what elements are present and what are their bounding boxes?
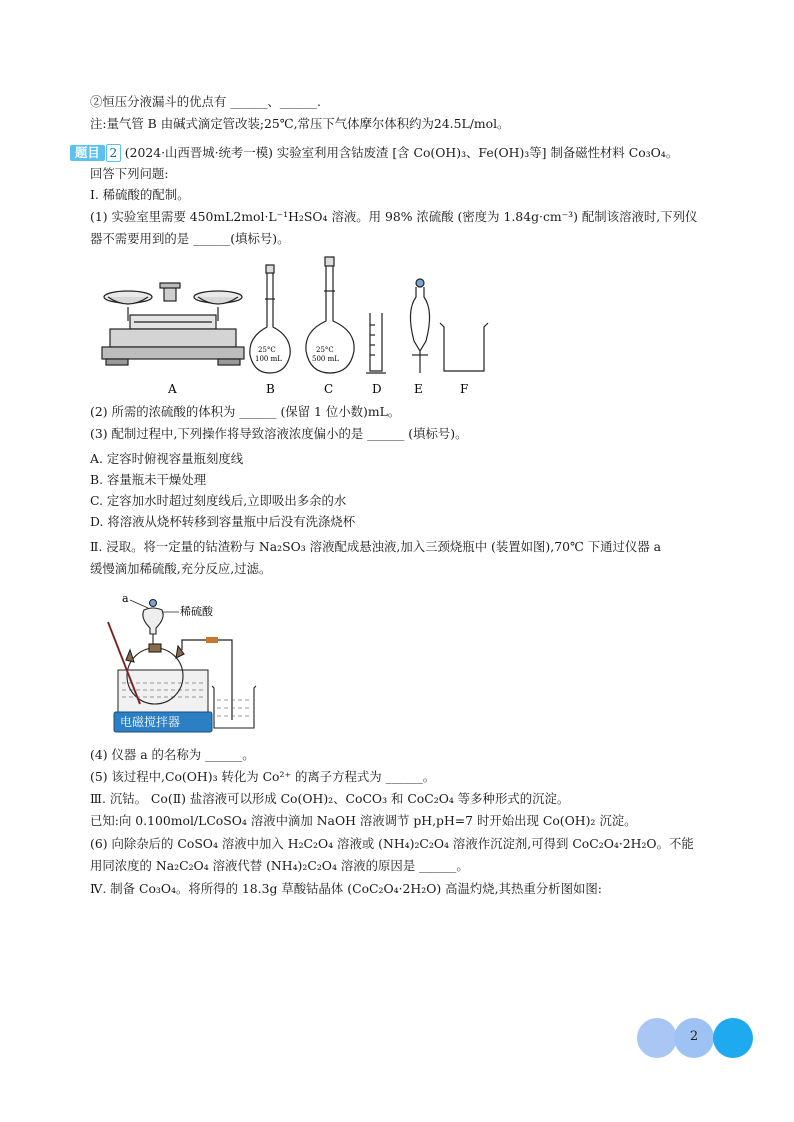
label-instrument-a: a bbox=[122, 592, 129, 605]
graduated-cylinder-icon bbox=[366, 313, 386, 373]
instruments-figure bbox=[100, 255, 500, 400]
flask-b-temp: 25°C bbox=[258, 346, 276, 354]
option-c: C. 定容加水时超过刻度线后,立即吸出多余的水 bbox=[90, 493, 347, 508]
question-header bbox=[70, 144, 678, 162]
q1-text-2: 器不需要用到的是 ______(填标号)。 bbox=[90, 231, 290, 246]
q1-text: (1) 实验室里需要 450mL2mol·L⁻¹H₂SO₄ 溶液。用 98% 浓硫酸 (密度为 1.84g·cm⁻³) 配制该溶液时,下列仪 bbox=[90, 209, 698, 224]
q6-text-2: 用同浓度的 Na₂C₂O₄ 溶液代替 (NH₄)₂C₂O₄ 溶液的原因是 ______。 bbox=[90, 858, 469, 873]
label-a: A bbox=[168, 382, 177, 396]
question-tag: 题目 bbox=[70, 145, 105, 161]
label-b: B bbox=[266, 382, 275, 396]
q6-text: (6) 向除杂后的 CoSO₄ 溶液中加入 H₂C₂O₄ 溶液或 (NH₄)₂C₂O₄ 溶液作沉淀剂,可得到 CoC₂O₄·2H₂O。不能 bbox=[90, 836, 694, 851]
page-circle-right bbox=[713, 1018, 753, 1058]
page-circle-left bbox=[637, 1018, 677, 1058]
label-e: E bbox=[414, 382, 423, 396]
option-b: B. 容量瓶未干燥处理 bbox=[90, 472, 207, 487]
question-intro: (2024·山西晋城·统考一模) 实验室利用含钴废渣 [含 Co(OH)₃、Fe(OH)₃等] 制备磁性材料 Co₃O₄。 bbox=[124, 145, 679, 160]
label-f: F bbox=[460, 382, 469, 396]
q3-text: (3) 配制过程中,下列操作将导致溶液浓度偏小的是 ______ (填标号)。 bbox=[90, 426, 468, 441]
page-indicator bbox=[637, 1018, 753, 1058]
q2-text: (2) 所需的浓硫酸的体积为 ______ (保留 1 位小数)mL。 bbox=[90, 404, 401, 419]
section-1-title: I. 稀硫酸的配制。 bbox=[90, 187, 190, 202]
section-4-text: Ⅳ. 制备 Co₃O₄。将所得的 18.3g 草酸钴晶体 (CoC₂O₄·2H₂O) 高温灼烧,其热重分析图如图: bbox=[90, 881, 602, 896]
flask-b-volume: 100 mL bbox=[255, 355, 282, 363]
page-circle-middle bbox=[674, 1018, 714, 1058]
beaker-icon bbox=[440, 323, 488, 371]
text-line-2: 注:量气管 B 由碱式滴定管改装;25℃,常压下气体摩尔体积约为24.5L/mol。 bbox=[90, 116, 510, 131]
flask-c-temp: 25°C bbox=[316, 346, 334, 354]
label-dilute-acid: 稀硫酸 bbox=[180, 605, 213, 618]
section-2-text: Ⅱ. 浸取。将一定量的钴渣粉与 Na₂SO₃ 溶液配成悬浊液,加入三颈烧瓶中 (装置如图),70℃ 下通过仪器 a bbox=[90, 539, 662, 554]
known-condition: 已知:向 0.100mol/LCoSO₄ 溶液中滴加 NaOH 溶液调节 pH,pH=7 时开始出现 Co(OH)₂ 沉淀。 bbox=[90, 813, 637, 828]
question-number: 2 bbox=[106, 144, 121, 162]
separatory-funnel-icon bbox=[410, 279, 429, 373]
label-magnetic-stirrer: 电磁搅拌器 bbox=[120, 715, 181, 729]
q4-text: (4) 仪器 a 的名称为 ______。 bbox=[90, 747, 255, 762]
text-line-answer: 回答下列问题: bbox=[90, 166, 169, 181]
section-3-text: Ⅲ. 沉钴。 Co(Ⅱ) 盐溶液可以形成 Co(OH)₂、CoCO₃ 和 CoC₂O₄ 等多种形式的沉淀。 bbox=[90, 791, 570, 806]
text-line-1: ②恒压分液漏斗的优点有 ______、______. bbox=[90, 94, 321, 109]
label-d: D bbox=[372, 382, 382, 396]
option-d: D. 将溶液从烧杯转移到容量瓶中后没有洗涤烧杯 bbox=[90, 514, 356, 529]
page-number: 2 bbox=[689, 1029, 699, 1044]
flask-c-volume: 500 mL bbox=[312, 355, 339, 363]
balance-icon bbox=[102, 283, 244, 365]
option-a: A. 定容时俯视容量瓶刻度线 bbox=[90, 451, 244, 466]
label-c: C bbox=[324, 382, 334, 396]
apparatus-figure bbox=[100, 588, 280, 738]
q5-text: (5) 该过程中,Co(OH)₃ 转化为 Co²⁺ 的离子方程式为 ______。 bbox=[90, 769, 436, 784]
section-2-text-2: 缓慢滴加稀硫酸,充分反应,过滤。 bbox=[90, 561, 272, 576]
